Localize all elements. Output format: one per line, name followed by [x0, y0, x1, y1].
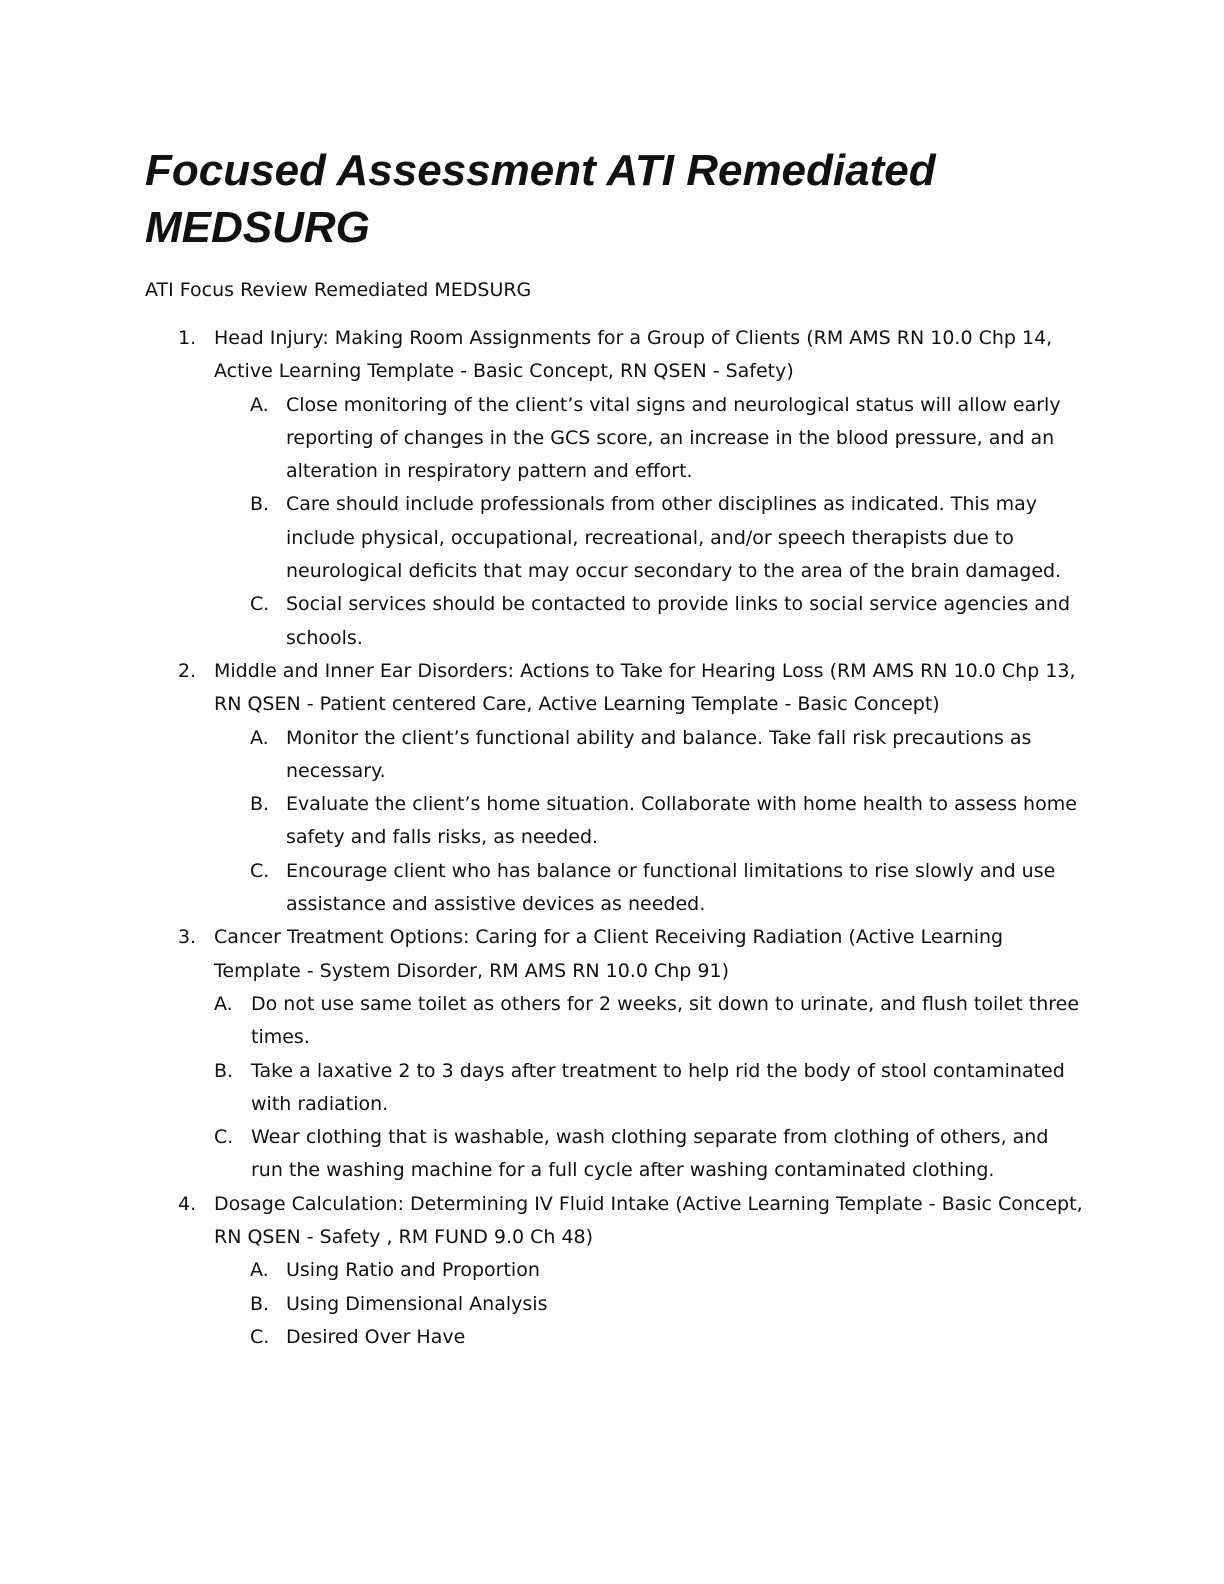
sub-item-text: Desired Over Have [286, 1325, 466, 1348]
sub-item-letter: C. [250, 593, 270, 616]
item-text: Dosage Calculation: Determining IV Fluid Intake (Active Learning Template - Basic Concept, RN QSEN - Safety , RM FUND 9.0 Ch 48) [214, 1192, 1083, 1249]
item-text: Head Injury: Making Room Assignments for a Group of Clients (RM AMS RN 10.0 Chp 14, Active Learning Template - Basic Concept, RN QSEN - Safety) [214, 327, 1053, 383]
sub-item-letter: A. [250, 393, 269, 416]
item-number: 1. [178, 327, 197, 349]
sub-item-text: Close monitoring of the client’s vital signs and neurological status will allow early reporting of changes in the GCS score, an increase in the blood pressure, and an alteration in respiratory pattern and effort. [286, 393, 1061, 483]
sub-item-text: Social services should be contacted to provide links to social service agencies and schools. [286, 593, 1071, 649]
sub-item-letter: A. [250, 726, 269, 749]
sub-item [214, 1055, 1085, 1122]
list-item [145, 921, 1085, 1187]
sub-item-letter: A. [250, 1259, 269, 1282]
sub-item-text: Monitor the client’s functional ability and balance. Take fall risk precautions as necessary. [286, 726, 1032, 782]
list-item [145, 322, 1085, 655]
list-item [145, 1188, 1085, 1354]
document-title: Focused Assessment ATI Remediated MEDSURG [145, 146, 936, 252]
sub-item-letter: B. [250, 1292, 270, 1315]
sub-item-text: Do not use same toilet as others for 2 weeks, sit down to urinate, and flush toilet three times. [251, 992, 1080, 1049]
item-number: 2. [178, 659, 197, 682]
sub-item-text: Encourage client who has balance or functional limitations to rise slowly and use assistance and assistive devices as needed. [286, 859, 1056, 916]
document-subtitle: ATI Focus Review Remediated MEDSURG [145, 279, 532, 301]
sub-item-letter: C. [250, 1325, 270, 1348]
sub-item-text: Using Dimensional Analysis [286, 1292, 548, 1315]
item-text: Middle and Inner Ear Disorders: Actions to Take for Hearing Loss (RM AMS RN 10.0 Chp 13, RN QSEN - Patient centered Care, Active Learning Template - Basic Concept) [214, 659, 1076, 716]
sub-item [214, 855, 1085, 922]
sub-item-text: Using Ratio and Proportion [286, 1259, 540, 1282]
sub-item-letter: B. [250, 493, 270, 516]
sub-item [214, 488, 1085, 588]
sub-item-letter: A. [214, 992, 233, 1015]
sub-item-letter: B. [214, 1059, 234, 1082]
topic-list [145, 322, 1085, 1354]
sub-item [214, 588, 1085, 655]
sub-item [214, 722, 1085, 789]
sub-item-letter: B. [250, 793, 270, 816]
sub-item-text: Evaluate the client’s home situation. Collaborate with home health to assess home safety and falls risks, as needed. [286, 793, 1077, 849]
sub-item-text: Care should include professionals from other disciplines as indicated. This may include physical, occupational, recreational, and/or speech therapists due to neurological deficits that may occur secondary to the area of the brain damaged. [286, 493, 1062, 583]
sub-item [214, 1288, 1085, 1321]
list-item [145, 655, 1085, 921]
sub-item [214, 788, 1085, 855]
sub-item-text: Wear clothing that is washable, wash clothing separate from clothing of others, and run the washing machine for a full cycle after washing contaminated clothing. [251, 1126, 1049, 1182]
item-number: 4. [178, 1192, 197, 1215]
sub-item [214, 1321, 1085, 1354]
sub-item-letter: C. [250, 859, 270, 882]
sub-item-letter: C. [214, 1126, 234, 1149]
sub-item [214, 389, 1085, 489]
sub-item-text: Take a laxative 2 to 3 days after treatment to help rid the body of stool contaminated with radiation. [251, 1059, 1065, 1115]
item-text: Cancer Treatment Options: Caring for a Client Receiving Radiation (Active Learning Template - System Disorder, RM AMS RN 10.0 Chp 91) [214, 926, 1004, 982]
sub-item [214, 1121, 1085, 1188]
sub-item [214, 988, 1085, 1055]
item-number: 3. [178, 926, 197, 949]
sub-item [214, 1254, 1085, 1287]
